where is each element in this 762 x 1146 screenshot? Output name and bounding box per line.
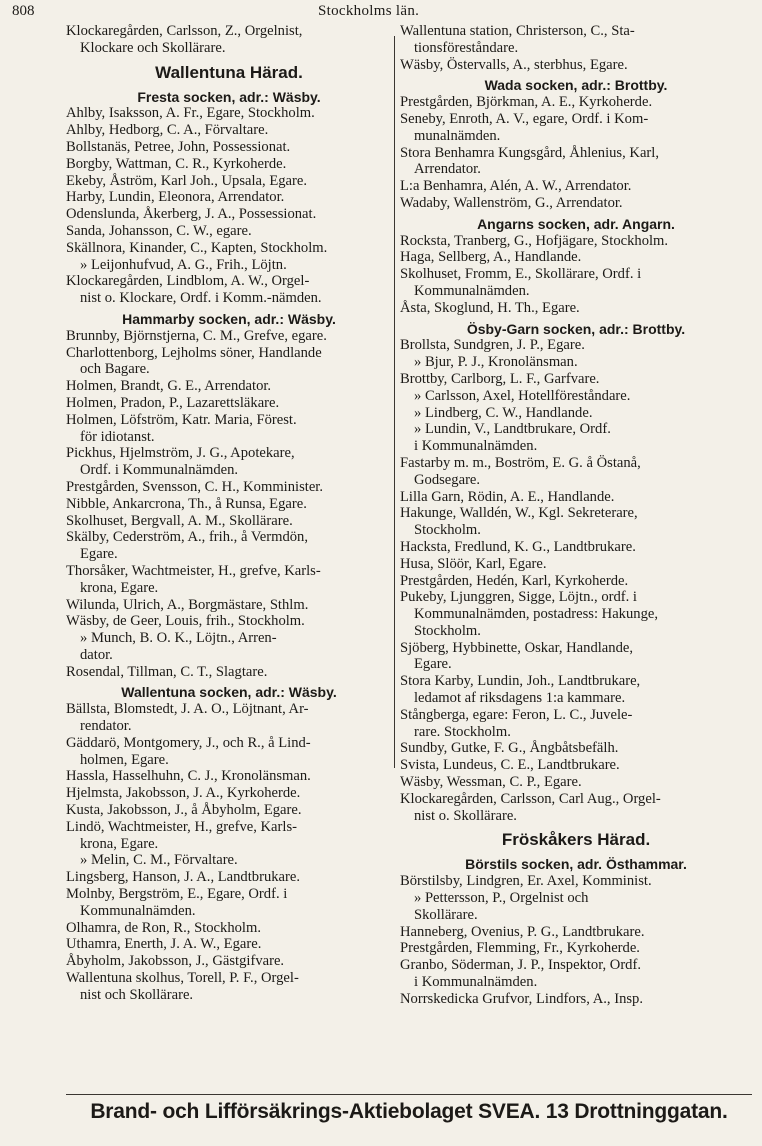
directory-entry-continuation: nist o. Klockare, Ordf. i Komm.-nämden. xyxy=(80,290,322,307)
directory-entry: Borgby, Wattman, C. R., Kyrkoherde. xyxy=(66,155,287,172)
directory-entry: Wallentuna station, Christerson, C., Sta- xyxy=(400,23,635,39)
directory-entry: Wäsby, Östervalls, A., sterbhus, Egare. xyxy=(400,56,628,73)
directory-entry-continuation: nist och Skollärare. xyxy=(80,986,194,1003)
directory-entry: Gäddarö, Montgomery, J., och R., å Lind- xyxy=(66,734,311,751)
directory-entry: Charlottenborg, Lejholms söner, Handlande xyxy=(66,344,322,361)
directory-entry: Holmen, Löfström, Katr. Maria, Förest. xyxy=(66,411,297,428)
directory-entry: Granbo, Söderman, J. P., Inspektor, Ordf. xyxy=(400,957,641,974)
directory-entry: Lingsberg, Hanson, J. A., Landtbrukare. xyxy=(66,869,300,886)
section-heading: Angarns socken, adr. Angarn. xyxy=(477,215,675,232)
directory-entry: Brunnby, Björnstjerna, C. M., Grefve, egare. xyxy=(66,327,327,344)
directory-entry: Prestgården, Flemming, Fr., Kyrkoherde. xyxy=(400,940,640,957)
directory-entry: Ahlby, Isaksson, A. Fr., Egare, Stockholm. xyxy=(66,105,315,122)
directory-entry: Klockaregården, Carlsson, Carl Aug., Orgel- xyxy=(400,790,661,807)
directory-entry: Svista, Lundeus, C. E., Landtbrukare. xyxy=(400,757,620,774)
directory-entry: Klockaregården, Carlsson, Z., Orgelnist, xyxy=(66,23,303,39)
directory-entry: Skällnora, Kinander, C., Kapten, Stockholm. xyxy=(66,239,328,256)
directory-entry: Hassla, Hasselhuhn, C. J., Kronolänsman. xyxy=(66,768,311,785)
directory-entry: Holmen, Brandt, G. E., Arrendator. xyxy=(66,378,272,395)
directory-entry-continuation: Egare. xyxy=(414,656,452,673)
directory-entry-continuation: i Kommunalnämden. xyxy=(414,974,538,991)
section-heading: Hammarby socken, adr.: Wäsby. xyxy=(122,310,336,327)
directory-entry: Uthamra, Enerth, J. A. W., Egare. xyxy=(66,936,262,953)
directory-entry-continuation: munalnämden. xyxy=(414,127,501,144)
directory-entry: Hakunge, Walldén, W., Kgl. Sekreterare, xyxy=(400,505,638,522)
directory-entry-continuation: Egare. xyxy=(80,546,118,563)
directory-entry: Pickhus, Hjelmström, J. G., Apotekare, xyxy=(66,445,295,462)
directory-entry: Wilunda, Ulrich, A., Borgmästare, Sthlm. xyxy=(66,596,309,613)
directory-entry: Åsta, Skoglund, H. Th., Egare. xyxy=(400,299,580,316)
directory-entry: Sundby, Gutke, F. G., Ångbåtsbefälh. xyxy=(400,740,619,757)
directory-entry: Klockaregården, Lindblom, A. W., Orgel- xyxy=(66,273,310,290)
directory-entry: Skolhuset, Fromm, E., Skollärare, Ordf. i xyxy=(400,266,642,283)
directory-entry-continuation: krona, Egare. xyxy=(80,579,159,596)
column-divider xyxy=(394,36,395,768)
directory-entry-continuation: Godsegare. xyxy=(414,471,481,488)
directory-entry-continuation: rare. Stockholm. xyxy=(414,723,511,740)
directory-entry: Sanda, Johansson, C. W., egare. xyxy=(66,222,252,239)
directory-entry-continuation: Ordf. i Kommunalnämden. xyxy=(80,462,239,479)
directory-entry-continuation: Skollärare. xyxy=(414,906,478,923)
directory-entry: Skälby, Cederström, A., frih., å Vermdön, xyxy=(66,529,308,546)
section-heading: Ösby-Garn socken, adr.: Brottby. xyxy=(466,320,686,337)
directory-entry-continuation: Kommunalnämden, postadress: Hakunge, xyxy=(414,606,658,623)
directory-entry: Holmen, Pradon, P., Lazarettsläkare. xyxy=(66,394,280,411)
directory-entry-continuation: holmen, Egare. xyxy=(80,751,169,768)
directory-entry: Hanneberg, Ovenius, P. G., Landtbrukare. xyxy=(400,923,645,940)
directory-entry-continuation: krona, Egare. xyxy=(80,835,159,852)
directory-entry: Bollstanäs, Petree, John, Possessionat. xyxy=(66,138,291,155)
district-heading: Fröskåkers Härad. xyxy=(501,830,651,850)
right-column xyxy=(400,23,752,1008)
directory-entry: Odenslunda, Åkerberg, J. A., Possessionat. xyxy=(66,206,317,223)
directory-entry: Lindö, Wachtmeister, H., grefve, Karls- xyxy=(66,818,297,835)
district-heading: Wallentuna Härad. xyxy=(155,62,303,82)
directory-entry: Hacksta, Fredlund, K. G., Landtbrukare. xyxy=(400,538,636,555)
directory-entry: Börstilsby, Lindgren, Er. Axel, Komminist. xyxy=(400,873,652,890)
directory-entry-continuation: ledamot af riksdagens 1:a kammare. xyxy=(414,690,626,707)
directory-entry-continuation: i Kommunalnämden. xyxy=(414,438,538,455)
section-heading: Börstils socken, adr. Östhammar. xyxy=(465,856,687,873)
directory-entry: Stora Benhamra Kungsgård, Åhlenius, Karl, xyxy=(400,144,659,161)
running-head: Stockholms län. xyxy=(318,3,420,19)
directory-entry: Wadaby, Wallenström, G., Arrendator. xyxy=(400,194,623,211)
directory-entry: L:a Benhamra, Alén, A. W., Arrendator. xyxy=(400,178,632,195)
directory-entry-continuation: dator. xyxy=(80,646,113,663)
directory-entry-continuation: » Lindberg, C. W., Handlande. xyxy=(414,404,593,421)
directory-entry-continuation: Arrendator. xyxy=(414,161,481,178)
directory-entry: Lilla Garn, Rödin, A. E., Handlande. xyxy=(400,488,615,505)
directory-entry-continuation: Klockare och Skollärare. xyxy=(80,39,226,56)
section-heading: Fresta socken, adr.: Wäsby. xyxy=(137,88,321,105)
directory-entry: Åbyholm, Jakobsson, J., Gästgifvare. xyxy=(66,953,285,970)
directory-entry-continuation: » Carlsson, Axel, Hotellföreståndare. xyxy=(414,387,631,404)
directory-entry-continuation: för idiotanst. xyxy=(80,428,155,445)
directory-entry: Skolhuset, Bergvall, A. M., Skollärare. xyxy=(66,512,293,529)
directory-entry: Prestgården, Svensson, C. H., Komminister. xyxy=(66,478,324,495)
directory-entry: Prestgården, Björkman, A. E., Kyrkoherde. xyxy=(400,94,653,111)
directory-entry: Norrskedicka Grufvor, Lindfors, A., Insp. xyxy=(400,990,643,1007)
directory-entry-continuation: nist o. Skollärare. xyxy=(414,807,517,824)
page-number: 808 xyxy=(12,3,35,19)
directory-entry: Rosendal, Tillman, C. T., Slagtare. xyxy=(66,663,268,680)
directory-entry: Seneby, Enroth, A. V., egare, Ordf. i Kom- xyxy=(400,110,649,127)
directory-entry-continuation: Stockholm. xyxy=(414,522,481,539)
directory-entry: Stångberga, egare: Feron, L. C., Juvele- xyxy=(400,706,633,723)
directory-entry: Prestgården, Hedén, Karl, Kyrkoherde. xyxy=(400,572,629,589)
directory-entry: Ahlby, Hedborg, C. A., Förvaltare. xyxy=(66,122,269,139)
directory-entry-continuation: » Leijonhufvud, A. G., Frih., Löjtn. xyxy=(80,256,287,273)
directory-entry: Husa, Slöör, Karl, Egare. xyxy=(400,555,547,572)
directory-entry-continuation: och Bagare. xyxy=(80,361,150,378)
directory-entry: Sjöberg, Hybbinette, Oskar, Handlande, xyxy=(400,639,634,656)
directory-entry-continuation: rendator. xyxy=(80,718,132,735)
directory-entry-continuation: Stockholm. xyxy=(414,622,481,639)
directory-entry-continuation: » Bjur, P. J., Kronolänsman. xyxy=(414,354,578,371)
directory-entry: Brottby, Carlborg, L. F., Garfvare. xyxy=(400,370,600,387)
directory-entry: Thorsåker, Wachtmeister, H., grefve, Karls- xyxy=(66,562,321,579)
footer-rule xyxy=(66,1094,752,1095)
directory-entry: Harby, Lundin, Eleonora, Arrendator. xyxy=(66,189,285,206)
directory-entry: Kusta, Jakobsson, J., å Åbyholm, Egare. xyxy=(66,802,302,819)
directory-entry: Wäsby, de Geer, Louis, frih., Stockholm. xyxy=(66,613,305,630)
directory-entry-continuation: » Melin, C. M., Förvaltare. xyxy=(80,852,238,869)
directory-entry-continuation: Kommunalnämden. xyxy=(414,282,530,299)
directory-entry-continuation: » Munch, B. O. K., Löjtn., Arren- xyxy=(80,630,277,647)
section-heading: Wallentuna socken, adr.: Wäsby. xyxy=(121,684,337,701)
directory-entry: Wallentuna skolhus, Torell, P. F., Orgel- xyxy=(66,970,299,987)
directory-entry-continuation: » Pettersson, P., Orgelnist och xyxy=(414,890,589,907)
directory-entry: Rocksta, Tranberg, G., Hofjägare, Stockholm. xyxy=(400,232,669,249)
directory-entry: Pukeby, Ljunggren, Sigge, Löjtn., ordf. i xyxy=(400,589,637,606)
directory-entry-continuation: Kommunalnämden. xyxy=(80,902,196,919)
directory-entry: Fastarby m. m., Boström, E. G. å Östanå, xyxy=(400,454,641,471)
directory-entry: Brollsta, Sundgren, J. P., Egare. xyxy=(400,337,585,354)
directory-entry: Hjelmsta, Jakobsson, J. A., Kyrkoherde. xyxy=(66,785,301,802)
directory-entry: Ekeby, Åström, Karl Joh., Upsala, Egare. xyxy=(66,172,308,189)
directory-entry: Molnby, Bergström, E., Egare, Ordf. i xyxy=(66,886,288,903)
directory-entry: Wäsby, Wessman, C. P., Egare. xyxy=(400,774,582,791)
directory-entry: Nibble, Ankarcrona, Th., å Runsa, Egare. xyxy=(66,495,307,512)
directory-entry: Bällsta, Blomstedt, J. A. O., Löjtnant, Ar- xyxy=(66,701,309,718)
left-column xyxy=(66,23,392,1004)
directory-entry: Haga, Sellberg, A., Handlande. xyxy=(400,249,582,266)
footer-advertisement: Brand- och Lifförsäkrings-Aktiebolaget SVEA. 13 Drottninggatan. xyxy=(90,1100,728,1123)
directory-entry-continuation: » Lundin, V., Landtbrukare, Ordf. xyxy=(414,421,611,438)
directory-entry-continuation: tionsföreståndare. xyxy=(414,39,519,56)
section-heading: Wada socken, adr.: Brottby. xyxy=(484,77,668,94)
directory-entry: Stora Karby, Lundin, Joh., Landtbrukare, xyxy=(400,673,641,690)
directory-entry: Olhamra, de Ron, R., Stockholm. xyxy=(66,919,261,936)
